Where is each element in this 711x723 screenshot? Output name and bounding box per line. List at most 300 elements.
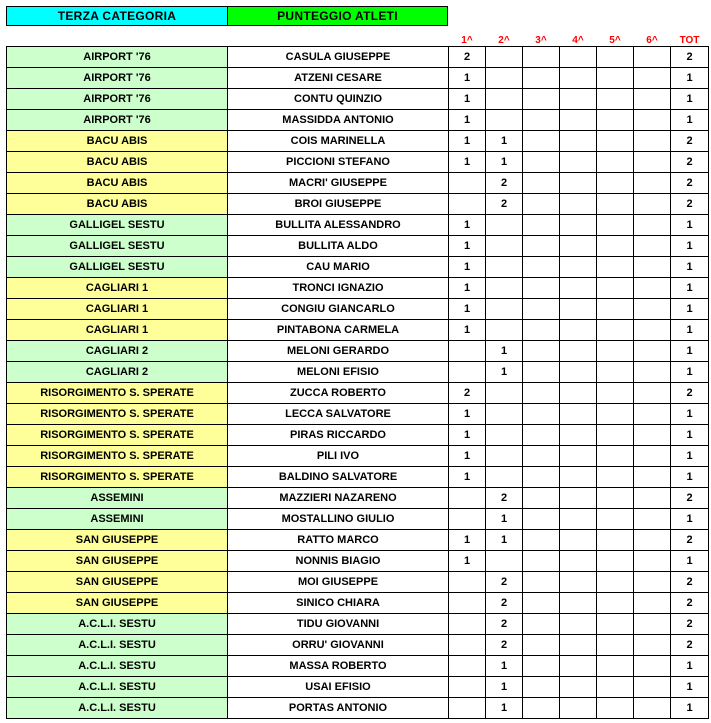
score-cell <box>634 677 671 698</box>
team-cell: CAGLIARI 2 <box>7 362 228 383</box>
athlete-name-cell: ZUCCA ROBERTO <box>228 383 449 404</box>
team-cell: SAN GIUSEPPE <box>7 530 228 551</box>
score-cell <box>634 257 671 278</box>
table-row <box>7 425 709 446</box>
team-cell: CAGLIARI 1 <box>7 299 228 320</box>
score-cell <box>523 152 560 173</box>
score-cell: 1 <box>449 110 486 131</box>
score-cell <box>560 320 597 341</box>
athlete-name-cell: SINICO CHIARA <box>228 593 449 614</box>
table-row <box>7 236 709 257</box>
score-cell <box>597 152 634 173</box>
score-cell <box>560 362 597 383</box>
score-cell <box>634 467 671 488</box>
score-cell <box>560 551 597 572</box>
score-cell: 1 <box>449 131 486 152</box>
score-cell <box>523 110 560 131</box>
score-cell <box>523 236 560 257</box>
athlete-name-cell: MASSIDDA ANTONIO <box>228 110 449 131</box>
score-cell <box>523 68 560 89</box>
score-cell <box>523 425 560 446</box>
total-cell: 1 <box>671 509 709 530</box>
column-header-round: 4^ <box>572 35 584 46</box>
total-cell: 2 <box>671 488 709 509</box>
score-cell: 1 <box>486 530 523 551</box>
score-cell <box>634 68 671 89</box>
score-cell: 1 <box>486 677 523 698</box>
score-cell <box>523 383 560 404</box>
score-cell <box>634 173 671 194</box>
total-cell: 1 <box>671 278 709 299</box>
score-cell: 2 <box>486 593 523 614</box>
score-cell: 1 <box>449 215 486 236</box>
total-cell: 1 <box>671 215 709 236</box>
score-cell <box>449 593 486 614</box>
total-cell: 2 <box>671 173 709 194</box>
score-cell <box>449 677 486 698</box>
score-cell: 1 <box>486 656 523 677</box>
team-cell: AIRPORT '76 <box>7 68 228 89</box>
score-cell <box>634 89 671 110</box>
total-cell: 2 <box>671 572 709 593</box>
score-cell <box>597 341 634 362</box>
score-cell: 1 <box>449 89 486 110</box>
table-row <box>7 110 709 131</box>
score-cell <box>597 68 634 89</box>
score-cell <box>634 131 671 152</box>
score-cell: 1 <box>486 362 523 383</box>
score-cell <box>449 509 486 530</box>
total-cell: 2 <box>671 614 709 635</box>
column-header-round: 6^ <box>646 35 658 46</box>
score-cell <box>486 425 523 446</box>
score-cell: 1 <box>449 446 486 467</box>
score-cell: 1 <box>486 131 523 152</box>
score-cell: 1 <box>449 551 486 572</box>
athlete-name-cell: TIDU GIOVANNI <box>228 614 449 635</box>
team-cell: GALLIGEL SESTU <box>7 215 228 236</box>
athlete-name-cell: BROI GIUSEPPE <box>228 194 449 215</box>
score-cell: 1 <box>449 152 486 173</box>
table-row <box>7 509 709 530</box>
table-row <box>7 530 709 551</box>
total-cell: 1 <box>671 698 709 719</box>
athlete-name-cell: USAI EFISIO <box>228 677 449 698</box>
team-cell: A.C.L.I. SESTU <box>7 698 228 719</box>
table-row <box>7 131 709 152</box>
score-cell <box>449 173 486 194</box>
total-cell: 1 <box>671 257 709 278</box>
score-cell <box>634 551 671 572</box>
score-cell <box>523 677 560 698</box>
table-row <box>7 194 709 215</box>
table-row <box>7 152 709 173</box>
table-row <box>7 89 709 110</box>
table-row <box>7 362 709 383</box>
table-row <box>7 404 709 425</box>
score-cell <box>449 362 486 383</box>
score-cell <box>523 467 560 488</box>
score-cell <box>634 635 671 656</box>
team-cell: SAN GIUSEPPE <box>7 551 228 572</box>
score-cell <box>597 383 634 404</box>
score-cell <box>634 530 671 551</box>
score-cell <box>560 698 597 719</box>
score-cell <box>486 404 523 425</box>
score-cell <box>597 47 634 68</box>
score-cell <box>486 551 523 572</box>
score-cell <box>634 278 671 299</box>
total-cell: 1 <box>671 404 709 425</box>
score-cell: 2 <box>486 572 523 593</box>
score-cell: 1 <box>486 509 523 530</box>
table-row <box>7 278 709 299</box>
table-row <box>7 572 709 593</box>
score-cell <box>486 236 523 257</box>
total-cell: 1 <box>671 110 709 131</box>
score-cell <box>560 257 597 278</box>
athlete-name-cell: ATZENI CESARE <box>228 68 449 89</box>
column-header-round: 1^ <box>461 35 473 46</box>
athlete-name-cell: PICCIONI STEFANO <box>228 152 449 173</box>
table-row <box>7 656 709 677</box>
score-cell <box>523 89 560 110</box>
score-cell <box>523 656 560 677</box>
athlete-name-cell: PILI IVO <box>228 446 449 467</box>
athlete-name-cell: MOSTALLINO GIULIO <box>228 509 449 530</box>
score-cell <box>597 614 634 635</box>
score-cell <box>486 446 523 467</box>
column-header-round: 2^ <box>498 35 510 46</box>
table-row <box>7 341 709 362</box>
score-cell <box>560 89 597 110</box>
score-cell: 1 <box>449 257 486 278</box>
total-cell: 1 <box>671 320 709 341</box>
score-cell <box>597 131 634 152</box>
score-cell: 2 <box>486 488 523 509</box>
header-spacer <box>7 29 228 47</box>
team-cell: GALLIGEL SESTU <box>7 257 228 278</box>
score-cell: 1 <box>486 341 523 362</box>
score-cell <box>597 698 634 719</box>
score-cell <box>486 110 523 131</box>
team-cell: RISORGIMENTO S. SPERATE <box>7 425 228 446</box>
score-cell <box>634 152 671 173</box>
score-cell <box>486 68 523 89</box>
team-cell: CAGLIARI 1 <box>7 320 228 341</box>
score-cell: 1 <box>486 152 523 173</box>
score-cell: 1 <box>449 320 486 341</box>
team-cell: AIRPORT '76 <box>7 47 228 68</box>
team-cell: BACU ABIS <box>7 194 228 215</box>
total-cell: 1 <box>671 299 709 320</box>
total-cell: 1 <box>671 89 709 110</box>
table-row <box>7 614 709 635</box>
score-cell <box>560 110 597 131</box>
score-cell <box>560 383 597 404</box>
score-cell <box>449 341 486 362</box>
total-cell: 2 <box>671 635 709 656</box>
score-cell <box>597 593 634 614</box>
score-cell <box>634 656 671 677</box>
score-cell <box>560 215 597 236</box>
score-cell <box>486 257 523 278</box>
score-cell <box>634 341 671 362</box>
score-cell: 2 <box>486 614 523 635</box>
score-cell <box>560 509 597 530</box>
team-cell: RISORGIMENTO S. SPERATE <box>7 467 228 488</box>
team-cell: ASSEMINI <box>7 488 228 509</box>
standings-table <box>6 29 709 719</box>
total-cell: 1 <box>671 677 709 698</box>
score-cell: 2 <box>486 635 523 656</box>
table-row <box>7 320 709 341</box>
score-cell: 2 <box>486 194 523 215</box>
column-header-round: 3^ <box>535 35 547 46</box>
score-cell <box>523 131 560 152</box>
team-cell: SAN GIUSEPPE <box>7 593 228 614</box>
score-cell <box>634 47 671 68</box>
athlete-name-cell: MACRI' GIUSEPPE <box>228 173 449 194</box>
score-cell <box>634 488 671 509</box>
score-cell <box>449 194 486 215</box>
score-cell <box>560 656 597 677</box>
score-cell <box>597 236 634 257</box>
total-cell: 2 <box>671 194 709 215</box>
score-cell <box>486 299 523 320</box>
table-row <box>7 173 709 194</box>
column-header-round: 5^ <box>609 35 621 46</box>
table-row <box>7 467 709 488</box>
score-cell <box>597 89 634 110</box>
score-cell <box>560 194 597 215</box>
score-cell <box>597 110 634 131</box>
score-cell <box>597 446 634 467</box>
score-cell <box>560 404 597 425</box>
score-cell <box>597 257 634 278</box>
score-cell <box>560 131 597 152</box>
athlete-name-cell: LECCA SALVATORE <box>228 404 449 425</box>
team-cell: A.C.L.I. SESTU <box>7 677 228 698</box>
score-cell: 2 <box>449 383 486 404</box>
score-cell <box>523 530 560 551</box>
score-cell <box>523 572 560 593</box>
score-cell <box>634 194 671 215</box>
table-row <box>7 551 709 572</box>
score-cell <box>560 152 597 173</box>
score-cell <box>449 698 486 719</box>
score-cell <box>560 614 597 635</box>
score-cell <box>634 698 671 719</box>
team-cell: A.C.L.I. SESTU <box>7 635 228 656</box>
score-cell <box>523 320 560 341</box>
score-cell <box>560 593 597 614</box>
team-cell: GALLIGEL SESTU <box>7 236 228 257</box>
total-cell: 1 <box>671 236 709 257</box>
score-cell <box>634 446 671 467</box>
team-cell: BACU ABIS <box>7 173 228 194</box>
score-cell <box>560 425 597 446</box>
score-cell <box>486 89 523 110</box>
score-cell <box>634 215 671 236</box>
score-cell: 1 <box>486 698 523 719</box>
total-cell: 1 <box>671 656 709 677</box>
score-cell <box>523 173 560 194</box>
score-cell <box>634 362 671 383</box>
score-cell <box>560 173 597 194</box>
table-row <box>7 698 709 719</box>
team-cell: SAN GIUSEPPE <box>7 572 228 593</box>
athlete-name-cell: NONNIS BIAGIO <box>228 551 449 572</box>
column-header-total: TOT <box>679 35 700 46</box>
table-row <box>7 383 709 404</box>
score-cell <box>523 509 560 530</box>
score-cell <box>634 236 671 257</box>
score-cell <box>634 110 671 131</box>
score-cell <box>560 299 597 320</box>
team-cell: BACU ABIS <box>7 152 228 173</box>
score-cell <box>523 593 560 614</box>
athlete-name-cell: CONGIU GIANCARLO <box>228 299 449 320</box>
athlete-name-cell: RATTO MARCO <box>228 530 449 551</box>
score-cell: 1 <box>449 236 486 257</box>
table-row <box>7 635 709 656</box>
score-cell: 1 <box>449 530 486 551</box>
score-cell <box>560 68 597 89</box>
score-cell <box>523 698 560 719</box>
score-cell <box>523 488 560 509</box>
table-row <box>7 593 709 614</box>
team-cell: ASSEMINI <box>7 509 228 530</box>
header-spacer <box>228 29 449 47</box>
score-cell <box>560 488 597 509</box>
score-cell <box>523 635 560 656</box>
score-cell <box>523 404 560 425</box>
athlete-name-cell: MELONI EFISIO <box>228 362 449 383</box>
score-cell <box>634 383 671 404</box>
score-cell <box>523 257 560 278</box>
team-cell: CAGLIARI 2 <box>7 341 228 362</box>
athlete-name-cell: MOI GIUSEPPE <box>228 572 449 593</box>
score-cell <box>597 215 634 236</box>
total-cell: 2 <box>671 152 709 173</box>
total-cell: 1 <box>671 341 709 362</box>
score-cell <box>634 299 671 320</box>
total-cell: 2 <box>671 593 709 614</box>
score-cell <box>449 488 486 509</box>
score-cell: 1 <box>449 467 486 488</box>
athlete-name-cell: PIRAS RICCARDO <box>228 425 449 446</box>
score-cell <box>486 215 523 236</box>
category-title: TERZA CATEGORIA <box>6 6 228 26</box>
score-cell <box>486 467 523 488</box>
score-cell <box>449 572 486 593</box>
score-cell <box>560 47 597 68</box>
score-cell <box>634 509 671 530</box>
team-cell: A.C.L.I. SESTU <box>7 656 228 677</box>
score-cell <box>634 593 671 614</box>
total-cell: 1 <box>671 446 709 467</box>
score-cell <box>523 47 560 68</box>
score-cell <box>597 635 634 656</box>
score-cell <box>597 656 634 677</box>
score-cell <box>634 320 671 341</box>
athlete-name-cell: MASSA ROBERTO <box>228 656 449 677</box>
score-cell <box>560 278 597 299</box>
score-cell <box>523 551 560 572</box>
athlete-name-cell: MAZZIERI NAZARENO <box>228 488 449 509</box>
score-cell <box>523 278 560 299</box>
score-cell <box>560 341 597 362</box>
athlete-name-cell: CASULA GIUSEPPE <box>228 47 449 68</box>
team-cell: AIRPORT '76 <box>7 89 228 110</box>
score-cell <box>486 47 523 68</box>
score-cell <box>597 278 634 299</box>
table-row <box>7 257 709 278</box>
score-cell <box>560 530 597 551</box>
total-cell: 1 <box>671 425 709 446</box>
total-cell: 2 <box>671 383 709 404</box>
score-cell <box>634 572 671 593</box>
score-cell: 1 <box>449 404 486 425</box>
score-cell <box>560 446 597 467</box>
score-cell <box>597 299 634 320</box>
score-cell <box>523 341 560 362</box>
athlete-name-cell: BALDINO SALVATORE <box>228 467 449 488</box>
athlete-name-cell: ORRU' GIOVANNI <box>228 635 449 656</box>
score-cell: 2 <box>486 173 523 194</box>
total-cell: 2 <box>671 131 709 152</box>
team-cell: BACU ABIS <box>7 131 228 152</box>
score-cell <box>523 362 560 383</box>
score-cell <box>523 194 560 215</box>
score-cell: 1 <box>449 278 486 299</box>
score-cell <box>486 278 523 299</box>
total-cell: 2 <box>671 47 709 68</box>
score-cell <box>449 614 486 635</box>
table-row <box>7 47 709 68</box>
score-cell: 2 <box>449 47 486 68</box>
table-row <box>7 215 709 236</box>
total-cell: 2 <box>671 530 709 551</box>
score-cell <box>486 320 523 341</box>
athlete-name-cell: PORTAS ANTONIO <box>228 698 449 719</box>
team-cell: AIRPORT '76 <box>7 110 228 131</box>
score-cell <box>597 320 634 341</box>
score-cell <box>597 551 634 572</box>
column-header-row <box>7 29 709 47</box>
score-cell <box>560 677 597 698</box>
score-cell <box>634 425 671 446</box>
score-cell <box>634 404 671 425</box>
score-cell <box>634 614 671 635</box>
score-cell <box>560 467 597 488</box>
table-row <box>7 68 709 89</box>
team-cell: RISORGIMENTO S. SPERATE <box>7 446 228 467</box>
score-cell <box>449 656 486 677</box>
score-cell <box>597 488 634 509</box>
table-row <box>7 677 709 698</box>
athlete-name-cell: TRONCI IGNAZIO <box>228 278 449 299</box>
score-cell <box>597 194 634 215</box>
total-cell: 1 <box>671 362 709 383</box>
total-cell: 1 <box>671 551 709 572</box>
athlete-name-cell: BULLITA ALESSANDRO <box>228 215 449 236</box>
athlete-name-cell: CONTU QUINZIO <box>228 89 449 110</box>
total-cell: 1 <box>671 68 709 89</box>
score-cell <box>597 572 634 593</box>
score-cell <box>560 635 597 656</box>
